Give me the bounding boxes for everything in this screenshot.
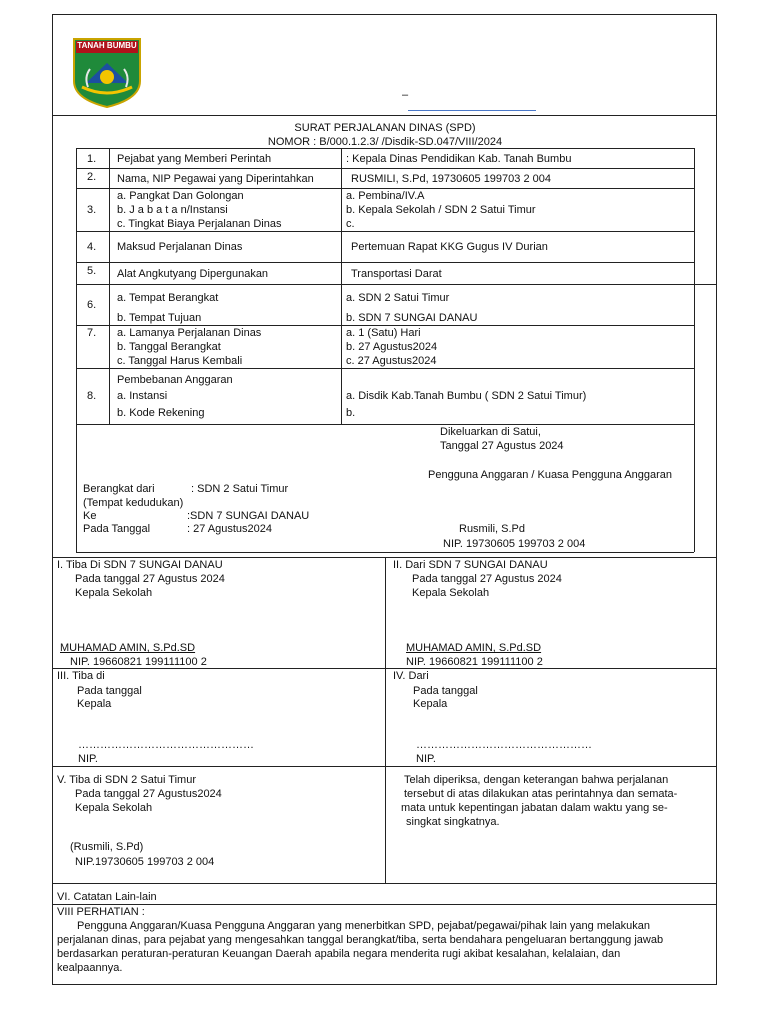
row-line	[76, 284, 717, 285]
row-line	[76, 168, 694, 169]
depart-to-value: :SDN 7 SUNGAI DANAU	[187, 510, 310, 522]
sec8-title: VIII PERHATIAN :	[57, 906, 145, 918]
sec4-date: Pada tanggal	[413, 685, 478, 697]
sec5-name: (Rusmili, S.Pd)	[70, 841, 144, 853]
issued-role: Pengguna Anggaran / Kuasa Pengguna Anggaran	[428, 469, 673, 481]
row2-number: 2.	[87, 171, 97, 183]
row7-label-a: a. Lamanya Perjalanan Dinas	[117, 327, 262, 339]
sec4-title: IV. Dari	[393, 670, 429, 682]
depart-date-label: Pada Tanggal	[83, 523, 151, 535]
header-underline	[408, 110, 536, 111]
sec8-line-1: Pengguna Anggaran/Kuasa Pengguna Anggaran yang menerbitkan SPD, pejabat/pegawai/pihak lain yang melakukan	[77, 920, 651, 932]
row1-label: Pejabat yang Memberi Perintah	[117, 153, 272, 165]
verify-line-1: Telah diperiksa, dengan keterangan bahwa perjalanan	[404, 774, 669, 786]
row6-value-b: b. SDN 7 SUNGAI DANAU	[346, 312, 478, 324]
logo-text: TANAH BUMBU	[77, 41, 137, 50]
depart-from-label: Berangkat dari	[83, 483, 155, 495]
sec1-nip: NIP. 19660821 199111100 2	[70, 656, 207, 668]
row7-value-b: b. 27 Agustus2024	[346, 341, 438, 353]
row6-number: 6.	[87, 299, 97, 311]
issued-nip: NIP. 19730605 199703 2 004	[443, 538, 586, 550]
row1-value: : Kepala Dinas Pendidikan Kab. Tanah Bumbu	[346, 153, 572, 165]
verify-line-3: mata untuk kepentingan jabatan dalam waktu yang se-	[401, 802, 668, 814]
row8-value-b: b.	[346, 407, 356, 419]
sec3-nip: NIP.	[78, 753, 98, 765]
row4-label: Maksud Perjalanan Dinas	[117, 241, 243, 253]
row4-value: Pertemuan Rapat KKG Gugus IV Durian	[351, 241, 548, 253]
sec5-date: Pada tanggal 27 Agustus2024	[75, 788, 222, 800]
grid-line	[52, 883, 717, 884]
depart-seat: (Tempat kedudukan)	[83, 497, 184, 509]
row6-value-a: a. SDN 2 Satui Timur	[346, 292, 450, 304]
sec8-line-3: berdasarkan peraturan-peraturan Keuangan Daerah apabila negara menderita rugi akibat kesalahan, kelalaian, dan	[57, 948, 621, 960]
sec3-date: Pada tanggal	[77, 685, 142, 697]
row3-number: 3.	[87, 204, 97, 216]
depart-date-value: : 27 Agustus2024	[187, 523, 273, 535]
depart-to-label: Ke	[83, 510, 97, 522]
row7-value-c: c. 27 Agustus2024	[346, 355, 437, 367]
sec2-nip: NIP. 19660821 199111100 2	[406, 656, 543, 668]
sec8-line-2: perjalanan dinas, para pejabat yang mengesahkan tanggal berangkat/tiba, serta bendahara pengeluaran bertanggung jawab	[57, 934, 664, 946]
row1-number: 1.	[87, 153, 97, 165]
row3-label-b: b. J a b a t a n/Instansi	[117, 204, 228, 216]
sec1-role: Kepala Sekolah	[75, 587, 153, 599]
doc-title: SURAT PERJALANAN DINAS (SPD)	[294, 122, 476, 134]
sec5-title: V. Tiba di SDN 2 Satui Timur	[57, 774, 196, 786]
verify-line-2: tersebut di atas dilakukan atas perintahnya dan semata-	[404, 788, 678, 800]
sec4-role: Kepala	[413, 698, 448, 710]
row3-label-c: c. Tingkat Biaya Perjalanan Dinas	[117, 218, 282, 230]
table-bottom-line	[76, 552, 694, 553]
sec4-signature-dots: …………………………………………	[416, 739, 592, 751]
table-right-border	[694, 148, 695, 552]
sec2-title: II. Dari SDN 7 SUNGAI DANAU	[393, 559, 548, 571]
row3-value-a: a. Pembina/IV.A	[346, 190, 425, 202]
row6-label-b: b. Tempat Tujuan	[117, 312, 202, 324]
row8-label-title: Pembebanan Anggaran	[117, 374, 233, 386]
header-dash: –	[402, 89, 409, 101]
row2-label: Nama, NIP Pegawai yang Diperintahkan	[117, 173, 314, 185]
grid-line	[52, 904, 717, 905]
sec1-title: I. Tiba Di SDN 7 SUNGAI DANAU	[57, 559, 223, 571]
header-divider	[52, 115, 717, 116]
row4-number: 4.	[87, 241, 97, 253]
sec2-name: MUHAMAD AMIN, S.Pd.SD	[406, 642, 542, 654]
sec2-role: Kepala Sekolah	[412, 587, 490, 599]
row5-label: Alat Angkutyang Dipergunakan	[117, 268, 269, 280]
doc-number: NOMOR : B/000.1.2.3/ /Disdik-SD.047/VIII/2024	[267, 136, 503, 148]
depart-from-value: : SDN 2 Satui Timur	[191, 483, 289, 495]
row8-label-a: a. Instansi	[117, 390, 168, 402]
logo	[72, 37, 142, 109]
issued-date: Tanggal 27 Agustus 2024	[440, 440, 564, 452]
table-num-divider	[109, 148, 110, 424]
sec1-name: MUHAMAD AMIN, S.Pd.SD	[60, 642, 196, 654]
row5-value: Transportasi Darat	[351, 268, 442, 280]
grid-divider	[385, 557, 386, 883]
row7-label-b: b. Tanggal Berangkat	[117, 341, 221, 353]
sec3-role: Kepala	[77, 698, 112, 710]
row7-value-a: a. 1 (Satu) Hari	[346, 327, 421, 339]
sec4-nip: NIP.	[416, 753, 436, 765]
row8-number: 8.	[87, 390, 97, 402]
row7-number: 7.	[87, 327, 97, 339]
row3-label-a: a. Pangkat Dan Golongan	[117, 190, 244, 202]
verify-line-4: singkat singkatnya.	[406, 816, 500, 828]
row2-value: RUSMILI, S.Pd, 19730605 199703 2 004	[351, 173, 551, 185]
sec1-date: Pada tanggal 27 Agustus 2024	[75, 573, 225, 585]
row5-number: 5.	[87, 265, 97, 277]
row-line	[76, 148, 694, 149]
row-line	[76, 231, 694, 232]
row7-label-c: c. Tanggal Harus Kembali	[117, 355, 243, 367]
sec5-nip: NIP.19730605 199703 2 004	[75, 856, 215, 868]
sec6-title: VI. Catatan Lain-lain	[57, 891, 157, 903]
row3-value-b: b. Kepala Sekolah / SDN 2 Satui Timur	[346, 204, 536, 216]
sec3-signature-dots: …………………………………………	[78, 739, 254, 751]
row-line	[76, 424, 694, 425]
row-line	[76, 262, 694, 263]
table-value-divider	[341, 148, 342, 424]
issued-place: Dikeluarkan di Satui,	[440, 426, 541, 438]
sec2-date: Pada tanggal 27 Agustus 2024	[412, 573, 562, 585]
issued-name: Rusmili, S.Pd	[459, 523, 526, 535]
row8-label-b: b. Kode Rekening	[117, 407, 205, 419]
sec5-role: Kepala Sekolah	[75, 802, 153, 814]
row-line	[76, 368, 694, 369]
sec8-line-4: kealpaannya.	[57, 962, 123, 974]
table-left-border	[76, 148, 77, 552]
row3-value-c: c.	[346, 218, 355, 230]
row6-label-a: a. Tempat Berangkat	[117, 292, 219, 304]
row8-value-a: a. Disdik Kab.Tanah Bumbu ( SDN 2 Satui Timur)	[346, 390, 587, 402]
sec3-title: III. Tiba di	[57, 670, 105, 682]
